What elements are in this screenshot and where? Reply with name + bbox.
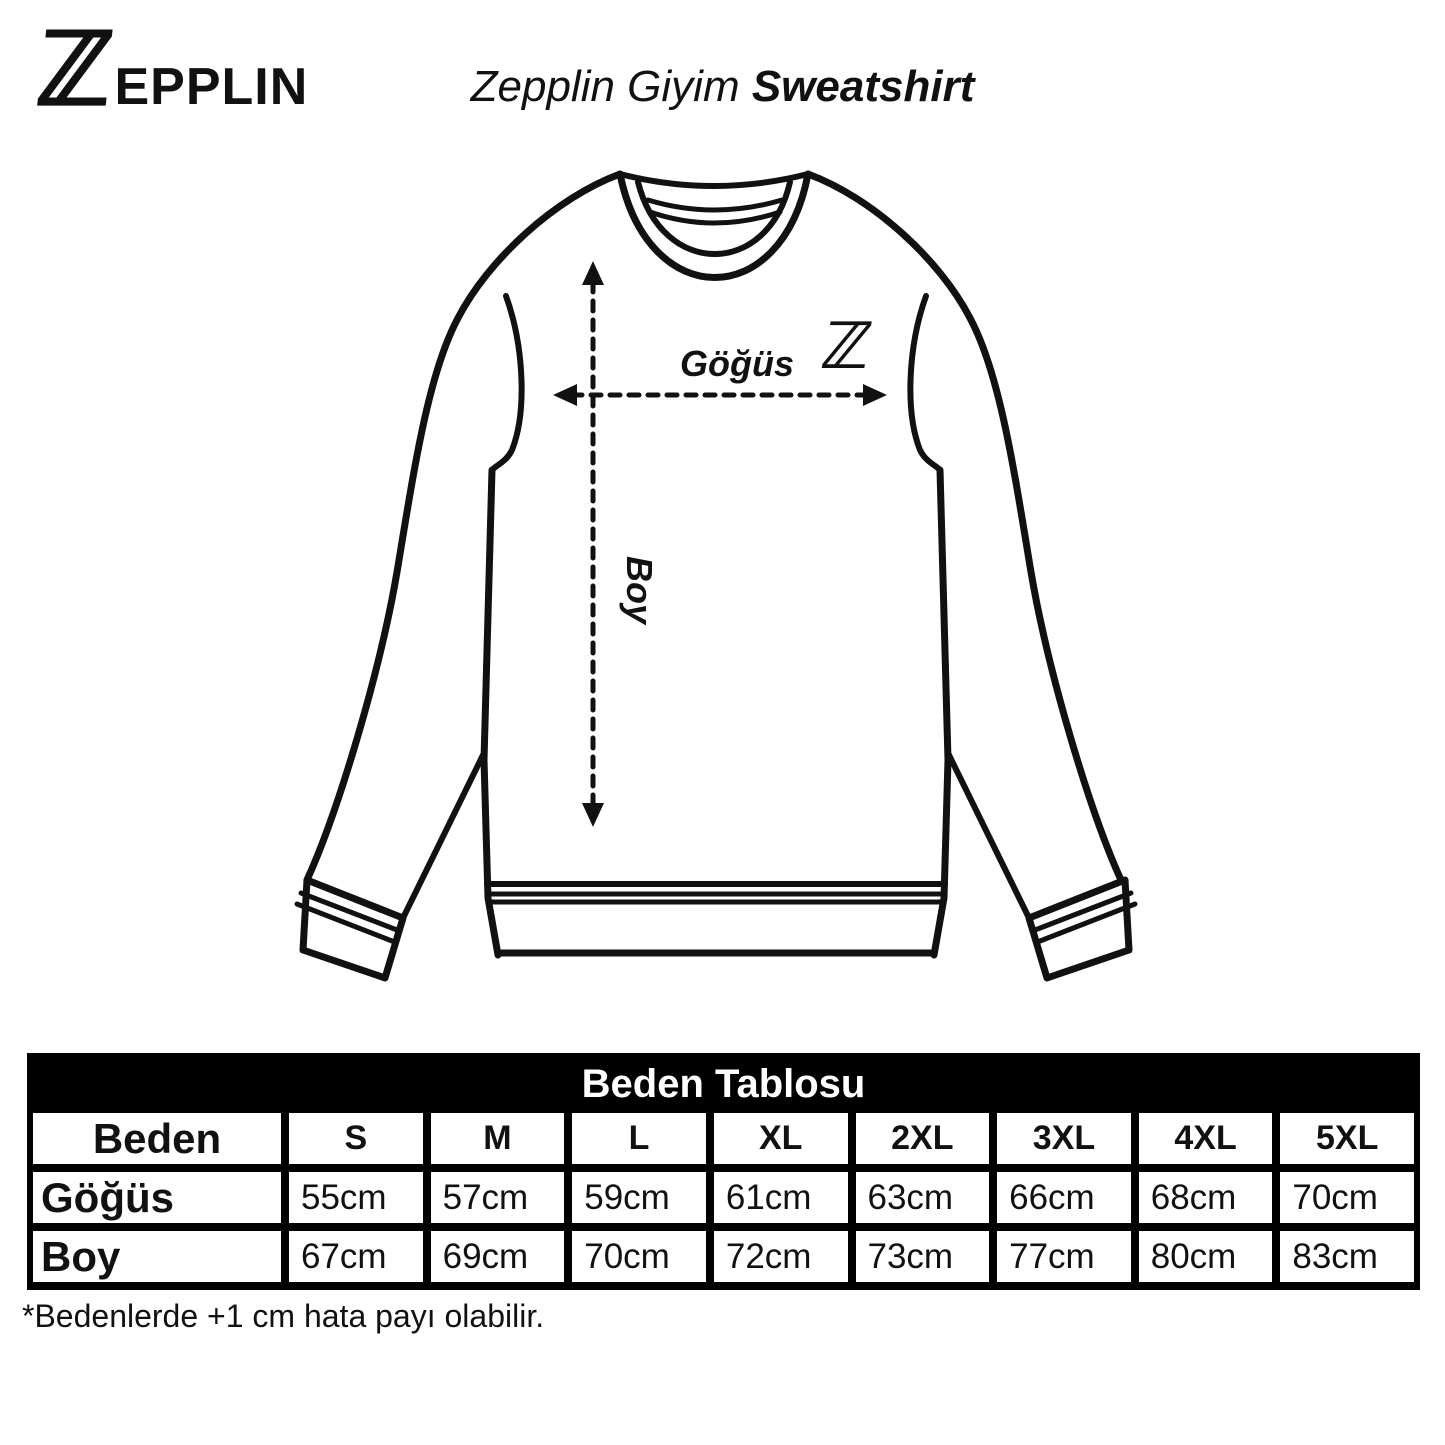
brand-logo-text: EPPLIN (114, 58, 309, 116)
chest-measure-label: Göğüs (680, 343, 794, 384)
length-measure-label: Boy (619, 555, 660, 625)
length-value-2xl: 73cm (856, 1231, 990, 1282)
brand-z-icon: ℤ (32, 14, 119, 126)
size-table-corner-header: Beden (33, 1113, 281, 1164)
size-col-header-5xl: 5XL (1280, 1113, 1414, 1164)
size-tolerance-footnote: *Bedenlerde +1 cm hata payı olabilir. (22, 1298, 545, 1334)
size-col-header-m: M (431, 1113, 565, 1164)
sleeve-left-inner-edge (404, 755, 483, 916)
chest-value-l: 59cm (572, 1172, 706, 1223)
size-table-title: Beden Tablosu (581, 1062, 866, 1106)
page-title-prefix: Zepplin Giyim (470, 62, 752, 111)
chest-arrowhead-right (863, 384, 887, 406)
row-label-chest: Göğüs (33, 1172, 281, 1223)
length-value-s: 67cm (289, 1231, 423, 1282)
length-value-l: 70cm (572, 1231, 706, 1282)
size-col-header-xl: XL (714, 1113, 848, 1164)
sleeve-left-outline (307, 174, 620, 880)
length-arrowhead-top (582, 261, 604, 285)
collar-rib-line-2 (650, 212, 780, 223)
length-value-xl: 72cm (714, 1231, 848, 1282)
size-table-grid (27, 1113, 1420, 1290)
size-table (27, 1053, 1420, 1290)
collar-rib-line-1 (648, 200, 782, 210)
size-col-header-l: L (572, 1113, 706, 1164)
length-value-4xl: 80cm (1139, 1231, 1273, 1282)
length-value-3xl: 77cm (997, 1231, 1131, 1282)
chest-value-2xl: 63cm (856, 1172, 990, 1223)
sleeve-right-inner-edge (949, 755, 1028, 916)
size-col-header-3xl: 3XL (997, 1113, 1131, 1164)
row-label-length: Boy (33, 1231, 281, 1282)
length-arrowhead-bottom (582, 803, 604, 827)
chest-value-4xl: 68cm (1139, 1172, 1273, 1223)
length-value-m: 69cm (431, 1231, 565, 1282)
collar-outer-edge (620, 174, 808, 278)
size-col-header-2xl: 2XL (856, 1113, 990, 1164)
chest-value-s: 55cm (289, 1172, 423, 1223)
chest-value-xl: 61cm (714, 1172, 848, 1223)
chest-value-m: 57cm (431, 1172, 565, 1223)
chest-value-3xl: 66cm (997, 1172, 1131, 1223)
armhole-seam-left (492, 296, 522, 470)
chest-arrowhead-left (553, 384, 577, 406)
chest-value-5xl: 70cm (1280, 1172, 1414, 1223)
page-title-product: Sweatshirt (751, 62, 975, 111)
size-col-header-s: S (289, 1113, 423, 1164)
collar-top-edge (620, 174, 808, 186)
armhole-seam-right (910, 296, 940, 470)
length-value-5xl: 83cm (1280, 1231, 1414, 1282)
size-col-header-4xl: 4XL (1139, 1113, 1273, 1164)
sleeve-right-outline (808, 174, 1121, 880)
chest-logo-z-icon: ℤ (816, 309, 878, 384)
